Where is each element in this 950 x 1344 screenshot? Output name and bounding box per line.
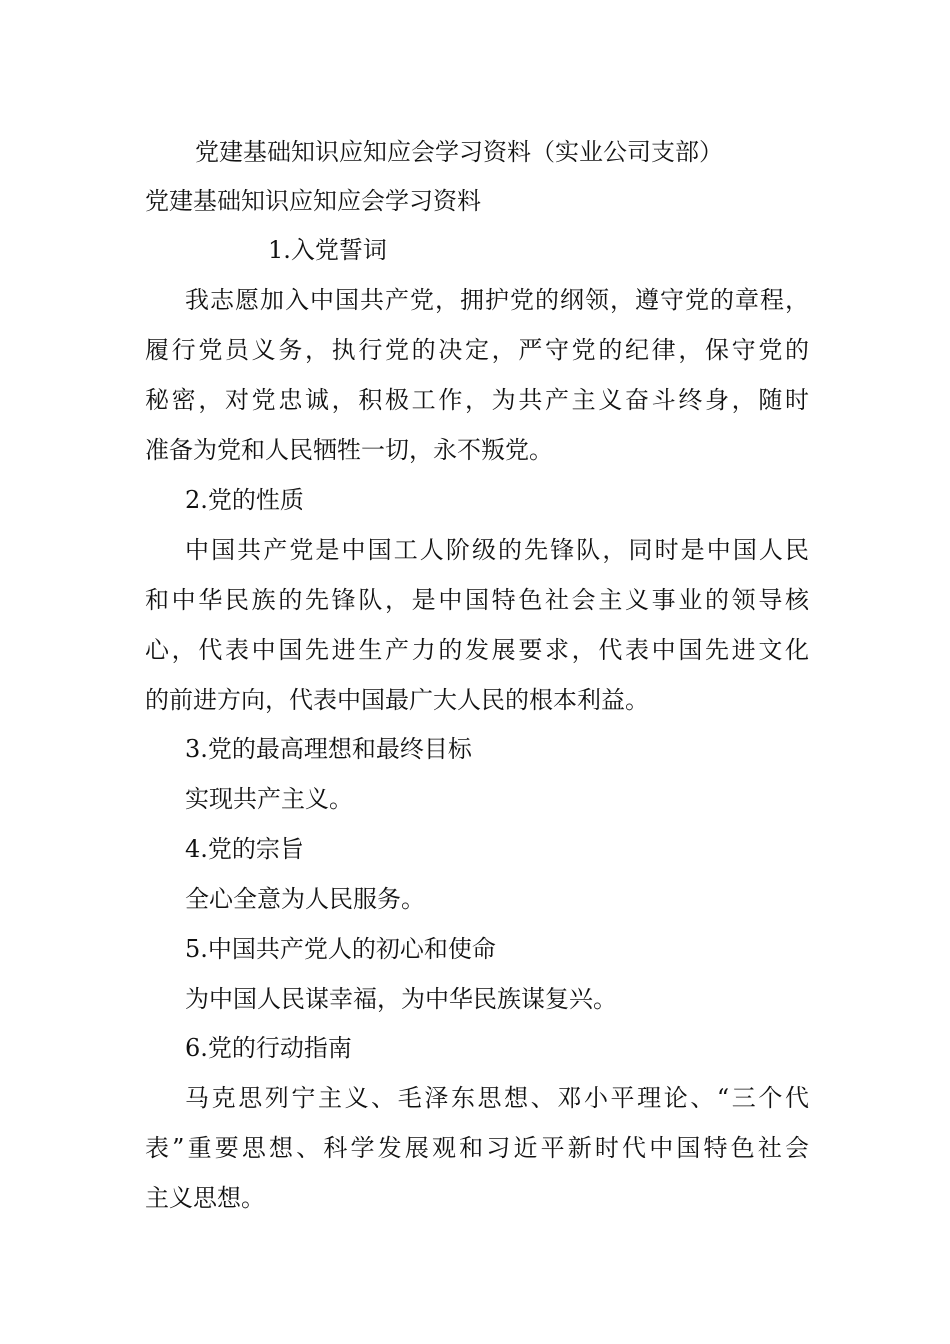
nature-line: 中国共产党是中国工人阶级的先锋队，同时是中国人民 [185, 536, 809, 564]
nature-line: 的前进方向，代表中国最广大人民的根本利益。 [145, 686, 649, 714]
section-heading-mission: 5.中国共产党人的初心和使命 [185, 935, 496, 963]
oath-line: 秘密，对党忠诚，积极工作，为共产主义奋斗终身，随时 [145, 386, 809, 414]
document-subtitle: 党建基础知识应知应会学习资料 [145, 187, 481, 215]
nature-line: 心，代表中国先进生产力的发展要求，代表中国先进文化 [145, 636, 809, 664]
oath-line: 准备为党和人民牺牲一切，永不叛党。 [145, 436, 553, 464]
mission-line: 为中国人民谋幸福，为中华民族谋复兴。 [185, 985, 617, 1013]
section-heading-purpose: 4.党的宗旨 [185, 835, 304, 863]
ideal-line: 实现共产主义。 [185, 785, 353, 813]
nature-line: 和中华民族的先锋队，是中国特色社会主义事业的领导核 [145, 586, 809, 614]
purpose-line: 全心全意为人民服务。 [185, 885, 425, 913]
section-heading-oath: 1.入党誓词 [268, 236, 387, 264]
oath-line: 我志愿加入中国共产党，拥护党的纲领，遵守党的章程， [185, 286, 809, 314]
section-heading-guide: 6.党的行动指南 [185, 1034, 352, 1062]
section-heading-ideal: 3.党的最高理想和最终目标 [185, 735, 472, 763]
document-title: 党建基础知识应知应会学习资料（实业公司支部） [195, 138, 723, 166]
guide-line: 主义思想。 [145, 1184, 265, 1212]
oath-line: 履行党员义务，执行党的决定，严守党的纪律，保守党的 [145, 336, 809, 364]
guide-line: 马克思列宁主义、毛泽东思想、邓小平理论、“三个代 [185, 1084, 809, 1112]
section-heading-nature: 2.党的性质 [185, 486, 304, 514]
guide-line: 表”重要思想、科学发展观和习近平新时代中国特色社会 [145, 1134, 809, 1162]
